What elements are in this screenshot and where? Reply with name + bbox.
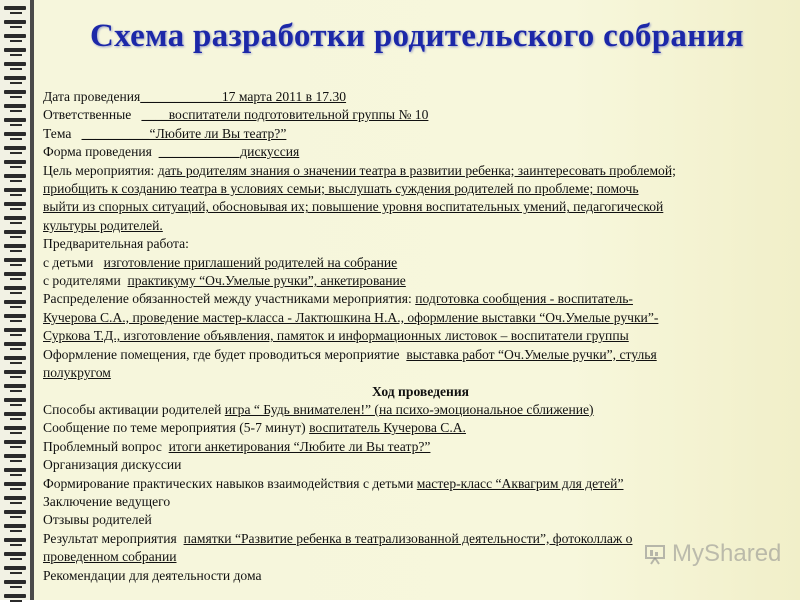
spiral-coil <box>4 6 26 10</box>
spiral-coil <box>4 482 26 486</box>
spiral-coil-inner <box>10 446 22 448</box>
spiral-coil <box>4 328 26 332</box>
room-row: Оформление помещения, где будет проводиться мероприятие выставка работ “Оч.Умелые ручки”, стулья <box>43 346 657 362</box>
spiral-coil-inner <box>10 138 22 140</box>
spiral-coil-inner <box>10 82 22 84</box>
spiral-coil-inner <box>10 26 22 28</box>
spiral-coil <box>4 62 26 66</box>
duties-line-3: Суркова Т.Д., изготовление объявления, памяток и информационных листовок – воспитатели группы <box>43 328 629 344</box>
spiral-coil-inner <box>10 194 22 196</box>
page-title: Схема разработки родительского собрания <box>90 18 744 54</box>
spiral-coil <box>4 118 26 122</box>
spiral-coil-inner <box>10 166 22 168</box>
spiral-coil <box>4 174 26 178</box>
spiral-coil-inner <box>10 460 22 462</box>
spiral-coil <box>4 314 26 318</box>
spiral-coil-inner <box>10 572 22 574</box>
spiral-coil <box>4 356 26 360</box>
spiral-coil-inner <box>10 418 22 420</box>
message-row: Сообщение по теме мероприятия (5-7 минут) воспитатель Кучерова С.А. <box>43 420 466 436</box>
spiral-coil-inner <box>10 292 22 294</box>
spiral-coil <box>4 230 26 234</box>
spiral-coil-inner <box>10 306 22 308</box>
spiral-coil <box>4 146 26 150</box>
spiral-coil <box>4 580 26 584</box>
spiral-coil <box>4 286 26 290</box>
spiral-coil <box>4 48 26 52</box>
spiral-coil-inner <box>10 432 22 434</box>
skills-row: Формирование практических навыков взаимодействия с детьми мастер-класс “Аквагрим для детей” <box>43 475 624 491</box>
conclusion-row: Заключение ведущего <box>43 493 171 509</box>
spiral-coil-inner <box>10 404 22 406</box>
duties-row: Распределение обязанностей между участниками мероприятия: подготовка сообщения - воспитатель- <box>43 291 633 307</box>
spiral-coil-inner <box>10 96 22 98</box>
feedback-row: Отзывы родителей <box>43 512 152 528</box>
spiral-coil <box>4 104 26 108</box>
spiral-coil <box>4 566 26 570</box>
watermark <box>644 540 781 568</box>
spiral-coil <box>4 384 26 388</box>
spiral-coil <box>4 538 26 542</box>
spiral-coil-inner <box>10 334 22 336</box>
spiral-coil-inner <box>10 68 22 70</box>
date-row: Дата проведения____________17 марта 2011 в 17.30 <box>43 89 347 104</box>
spiral-coil-inner <box>10 376 22 378</box>
spiral-coil <box>4 300 26 304</box>
spiral-coil <box>4 244 26 248</box>
spiral-binding <box>0 0 34 600</box>
spiral-coil <box>4 370 26 374</box>
spiral-coil-inner <box>10 488 22 490</box>
spiral-coil <box>4 552 26 556</box>
spiral-coil <box>4 272 26 276</box>
room-line-2: полукругом <box>43 365 111 381</box>
result-row: Результат мероприятия памятки “Развитие ребенка в театрализованной деятельности”, фотоколлаж о <box>43 530 633 546</box>
children-row: с детьми изготовление приглашений родителей на собрание <box>43 254 398 270</box>
goal-line-2: приобщить к созданию театра в условиях семьи; выслушать суждения родителей по проблеме; помочь <box>43 181 639 197</box>
spiral-coil-inner <box>10 250 22 252</box>
spiral-coil <box>4 76 26 80</box>
spiral-coil <box>4 342 26 346</box>
spiral-coil <box>4 258 26 262</box>
spiral-coil-inner <box>10 502 22 504</box>
activation-row: Способы активации родителей игра “ Будь внимателен!” (на психо-эмоциональное сближение) <box>43 401 594 417</box>
spiral-coil <box>4 510 26 514</box>
presentation-icon <box>644 543 666 565</box>
spiral-coil <box>4 160 26 164</box>
spiral-coil-inner <box>10 222 22 224</box>
spiral-coil <box>4 412 26 416</box>
spiral-coil-inner <box>10 12 22 14</box>
spiral-coil <box>4 90 26 94</box>
watermark-text: MyShared <box>672 540 782 567</box>
goal-line-4: культуры родителей. <box>43 217 163 233</box>
spiral-coil-inner <box>10 530 22 532</box>
spiral-coil <box>4 468 26 472</box>
recommendations-row: Рекомендации для деятельности дома <box>43 567 262 583</box>
spiral-coil-inner <box>10 180 22 182</box>
spiral-coil-inner <box>10 110 22 112</box>
spiral-coil-inner <box>10 54 22 56</box>
goal-row: Цель мероприятия: дать родителям знания о значении театра в развитии ребенка; заинтересовать проблемой; <box>43 162 676 178</box>
spiral-coil-inner <box>10 208 22 210</box>
spiral-coil <box>4 440 26 444</box>
spiral-coil-inner <box>10 474 22 476</box>
spiral-coil-inner <box>10 544 22 546</box>
responsible-row: Ответственные ____воспитатели подготовительной группы № 10 <box>43 107 429 123</box>
spiral-coil-inner <box>10 236 22 238</box>
parents-row: с родителями практикуму “Оч.Умелые ручки”, анкетирование <box>43 273 406 289</box>
spiral-coil <box>4 132 26 136</box>
spiral-coil-inner <box>10 586 22 588</box>
spiral-coil <box>4 398 26 402</box>
spiral-coil-inner <box>10 362 22 364</box>
spiral-coil-inner <box>10 152 22 154</box>
spiral-coil-inner <box>10 348 22 350</box>
document-body <box>43 88 798 585</box>
spiral-coil <box>4 216 26 220</box>
duties-line-2: Кучерова С.А., проведение мастер-класса - Лактюшкина Н.А., оформление выставки “Оч.Умелые ручки”- <box>43 309 659 325</box>
spiral-coil-inner <box>10 320 22 322</box>
spiral-coil <box>4 454 26 458</box>
theme-row: Тема __________“Любите ли Вы театр?” <box>43 125 287 141</box>
spiral-coil-inner <box>10 124 22 126</box>
goal-line-3: выйти из спорных ситуаций, обосновывая их; повышение уровня воспитательных умений, педагогической <box>43 199 664 215</box>
prelim-label: Предварительная работа: <box>43 236 189 252</box>
spiral-coil <box>4 202 26 206</box>
spiral-coil-inner <box>10 264 22 266</box>
spiral-coil-inner <box>10 40 22 42</box>
spiral-coil <box>4 496 26 500</box>
form-row: Форма проведения ____________дискуссия <box>43 144 300 160</box>
spiral-coil-inner <box>10 390 22 392</box>
spiral-coil-inner <box>10 278 22 280</box>
spiral-coil <box>4 426 26 430</box>
spiral-coil <box>4 594 26 598</box>
discussion-row: Организация дискуссии <box>43 457 182 473</box>
spiral-coil <box>4 34 26 38</box>
spiral-coil <box>4 188 26 192</box>
spiral-coil <box>4 524 26 528</box>
spiral-coil <box>4 20 26 24</box>
spiral-coil-inner <box>10 558 22 560</box>
slide-page <box>34 0 800 600</box>
problem-row: Проблемный вопрос итоги анкетирования “Любите ли Вы театр?” <box>43 438 431 454</box>
spiral-coil-inner <box>10 516 22 518</box>
result-line-2: проведенном собрании <box>43 549 177 565</box>
course-heading: Ход проведения <box>371 383 470 399</box>
